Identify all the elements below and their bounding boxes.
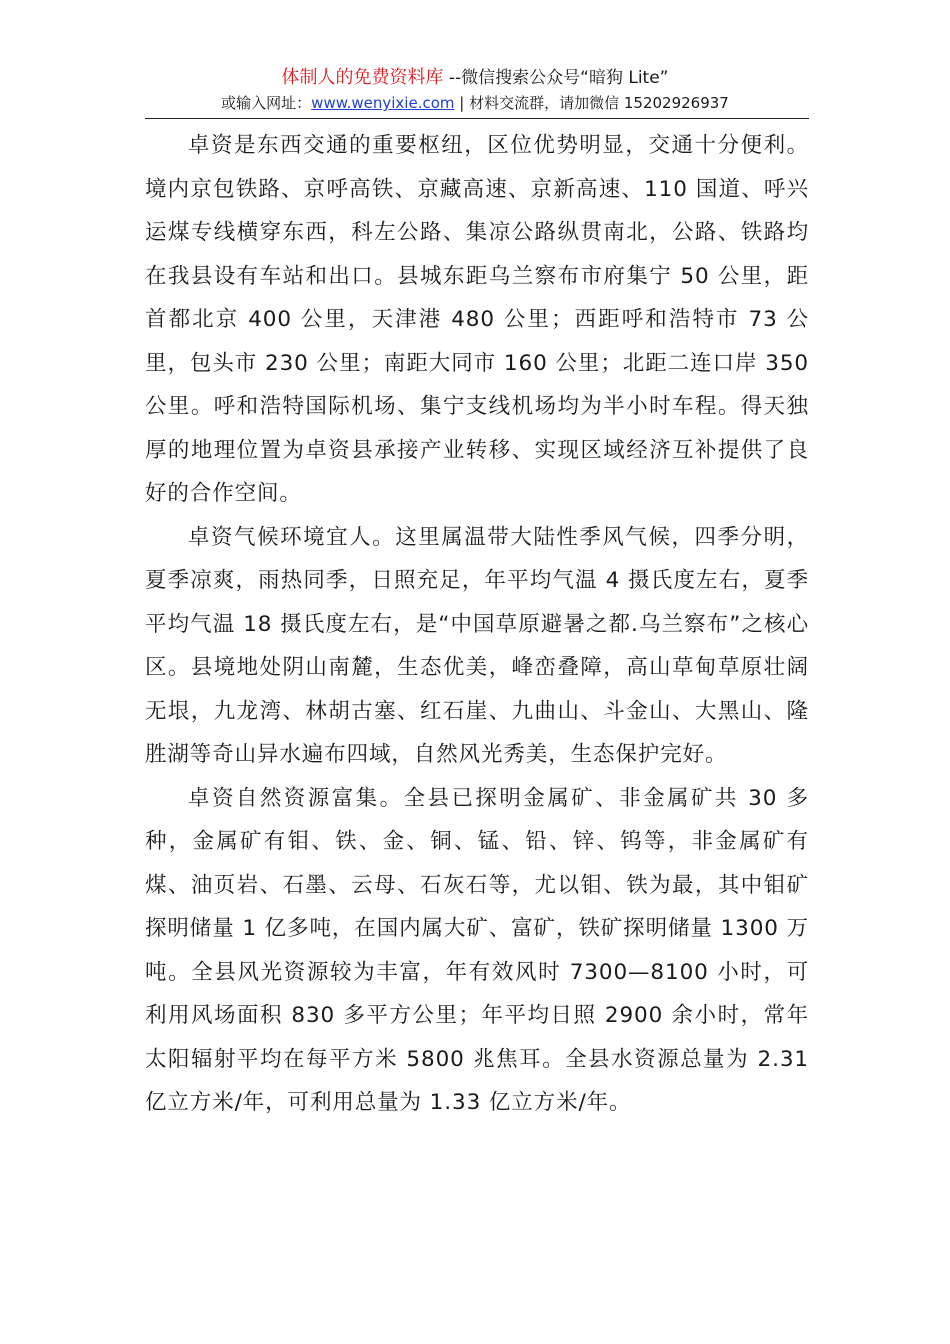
- wechat-tagline: --微信搜索公众号“暗狗 Lite”: [443, 68, 669, 88]
- website-link[interactable]: www.wenyixie.com: [311, 94, 455, 112]
- page-header: [0, 66, 950, 114]
- header-contact-line: [0, 92, 950, 114]
- brand-title: 体制人的免费资料库: [281, 67, 444, 88]
- paragraph-transport: 卓资是东西交通的重要枢纽，区位优势明显，交通十分便利。境内京包铁路、京呼高铁、京藏高速、京新高速、110 国道、呼兴运煤专线横穿东西，科左公路、集凉公路纵贯南北，公路、铁路均在我县设有车站和出口。县城东距乌兰察布市府集宁 50 公里，距首都北京 400 公里，天津港 480 公里；西距呼和浩特市 73 公里，包头市 230 公里；南距大同市 160 公里；北距二连口岸 350 公里。呼和浩特国际机场、集宁支线机场均为半小时车程。得天独厚的地理位置为卓资县承接产业转移、实现区域经济互补提供了良好的合作空间。: [145, 133, 809, 506]
- contact-info: | 材料交流群，请加微信 15202926937: [454, 94, 729, 112]
- header-title-line: [0, 66, 950, 90]
- paragraph-climate: 卓资气候环境宜人。这里属温带大陆性季风气候，四季分明，夏季凉爽，雨热同季，日照充足，年平均气温 4 摄氏度左右，夏季平均气温 18 摄氏度左右，是“中国草原避暑之都.乌兰察布”之核心区。县境地处阴山南麓，生态优美，峰峦叠障，高山草甸草原壮阔无垠，九龙湾、林胡古塞、红石崖、九曲山、斗金山、大黑山、隆胜湖等奇山异水遍布四域，自然风光秀美，生态保护完好。: [145, 524, 809, 767]
- paragraph-resources: 卓资自然资源富集。全县已探明金属矿、非金属矿共 30 多种，金属矿有钼、铁、金、铜、锰、铅、锌、钨等，非金属矿有煤、油页岩、石墨、云母、石灰石等，尤以钼、铁为最，其中钼矿探明储量 1 亿多吨，在国内属大矿、富矿，铁矿探明储量 1300 万吨。全县风光资源较为丰富，年有效风时 7300—8100 小时，可利用风场面积 830 多平方公里；年平均日照 2900 余小时，常年太阳辐射平均在每平方米 5800 兆焦耳。全县水资源总量为 2.31 亿立方米/年，可利用总量为 1.33 亿立方米/年。: [145, 785, 809, 1115]
- document-body: [145, 124, 809, 1125]
- url-prefix: 或输入网址：: [221, 94, 312, 112]
- header-divider: [145, 118, 809, 119]
